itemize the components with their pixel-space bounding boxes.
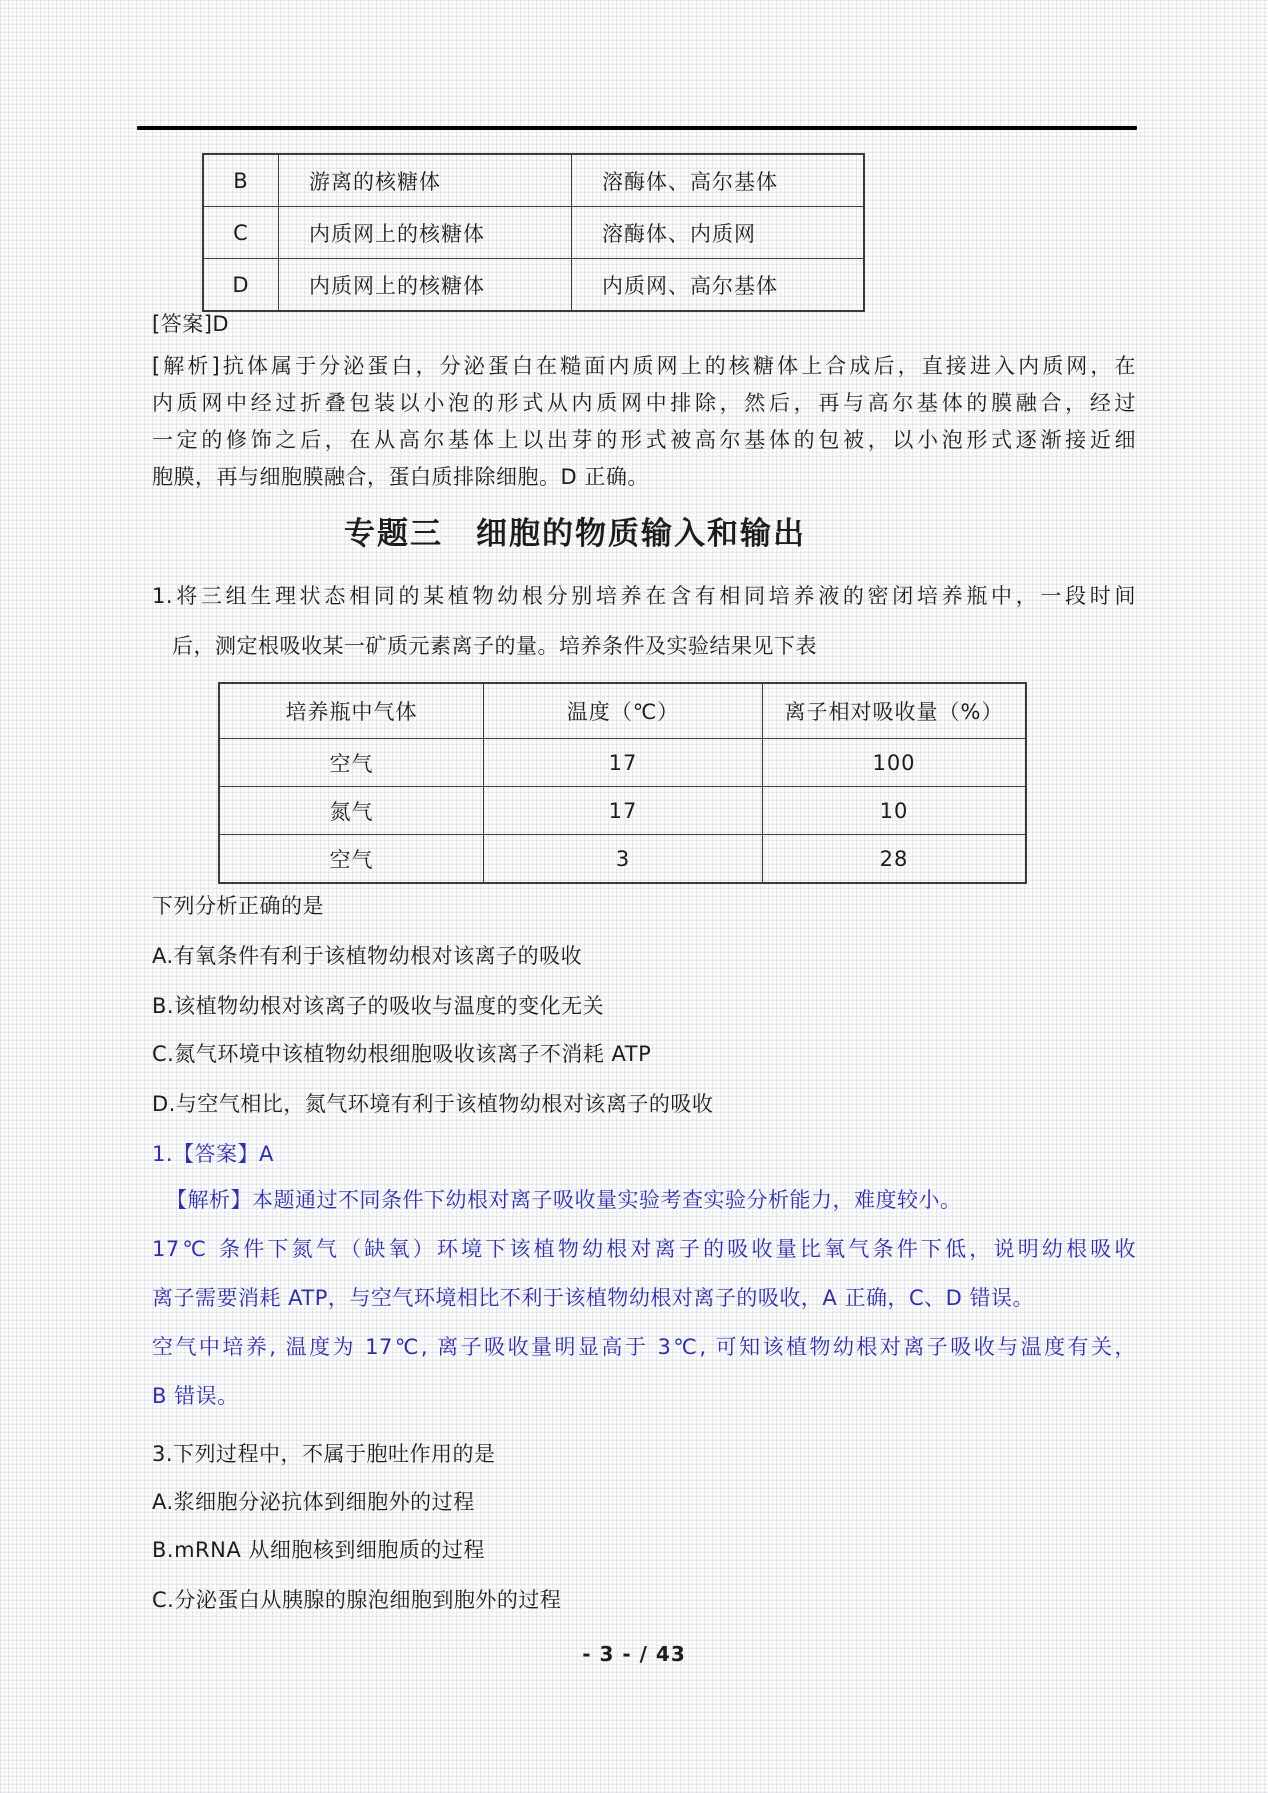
previous-question-options-table bbox=[202, 153, 865, 312]
option-label-cell: B bbox=[203, 154, 279, 207]
column-header: 培养瓶中气体 bbox=[219, 683, 484, 739]
column-header: 离子相对吸收量（%） bbox=[763, 683, 1027, 739]
table-cell: 17 bbox=[484, 787, 763, 835]
table-cell: 100 bbox=[763, 739, 1027, 787]
table-cell: 28 bbox=[763, 835, 1027, 884]
table-cell: 溶酶体、高尔基体 bbox=[572, 154, 865, 207]
option-label-cell: C bbox=[203, 207, 279, 259]
question1-option-c: C.氮气环境中该植物幼根细胞吸收该离子不消耗 ATP bbox=[152, 1042, 652, 1066]
analysis-paragraph bbox=[152, 348, 1136, 496]
question3-option-a: A.浆细胞分泌抗体到细胞外的过程 bbox=[152, 1490, 475, 1514]
table-row bbox=[203, 207, 864, 259]
question1-answer-line: 1.【答案】A bbox=[152, 1142, 274, 1166]
analysis-line: [解析]抗体属于分泌蛋白，分泌蛋白在糙面内质网上的核糖体上合成后，直接进入内质网，在 bbox=[152, 354, 1136, 378]
explanation-line: 空气中培养, 温度为 17℃, 离子吸收量明显高于 3℃, 可知该植物幼根对离子吸收与温度有关， bbox=[152, 1335, 1136, 1359]
table-cell: 溶酶体、内质网 bbox=[572, 207, 865, 259]
table-cell: 10 bbox=[763, 787, 1027, 835]
table-cell: 内质网、高尔基体 bbox=[572, 259, 865, 312]
table-row bbox=[219, 787, 1026, 835]
question1-stem-line2: 后，测定根吸收某一矿质元素离子的量。培养条件及实验结果见下表 bbox=[172, 634, 817, 658]
question3-option-c: C.分泌蛋白从胰腺的腺泡细胞到胞外的过程 bbox=[152, 1588, 562, 1612]
top-divider bbox=[137, 126, 1137, 130]
analysis-line: 胞膜，再与细胞膜融合，蛋白质排除细胞。D 正确。 bbox=[152, 465, 649, 489]
explanation-line: B 错误。 bbox=[152, 1384, 239, 1408]
section-title: 专题三 细胞的物质输入和输出 bbox=[344, 516, 806, 552]
table-row bbox=[219, 835, 1026, 884]
analysis-line: 一定的修饰之后，在从高尔基体上以出芽的形式被高尔基体的包被，以小泡形式逐渐接近细 bbox=[152, 428, 1136, 452]
table-cell: 游离的核糖体 bbox=[279, 154, 572, 207]
explanation-line: 17℃ 条件下氮气（缺氧）环境下该植物幼根对离子的吸收量比氧气条件下低，说明幼根吸收 bbox=[152, 1237, 1136, 1261]
question3-stem: 3.下列过程中，不属于胞吐作用的是 bbox=[152, 1442, 496, 1466]
page-number: - 3 - / 43 bbox=[582, 1642, 686, 1666]
table-header-row bbox=[219, 683, 1026, 739]
explanation-line: 离子需要消耗 ATP，与空气环境相比不利于该植物幼根对离子的吸收，A 正确，C、D 错误。 bbox=[152, 1286, 1034, 1310]
answer-line: [答案]D bbox=[152, 312, 230, 336]
table-cell: 内质网上的核糖体 bbox=[279, 207, 572, 259]
table-row bbox=[203, 154, 864, 207]
table-cell: 3 bbox=[484, 835, 763, 884]
analysis-line: 内质网中经过折叠包装以小泡的形式从内质网中排除，然后，再与高尔基体的膜融合，经过 bbox=[152, 391, 1136, 415]
table-cell: 内质网上的核糖体 bbox=[279, 259, 572, 312]
question1-option-a: A.有氧条件有利于该植物幼根对该离子的吸收 bbox=[152, 944, 583, 968]
explanation-line: 【解析】本题通过不同条件下幼根对离子吸收量实验考查实验分析能力，难度较小。 bbox=[166, 1188, 962, 1212]
question1-option-d: D.与空气相比，氮气环境有利于该植物幼根对该离子的吸收 bbox=[152, 1092, 714, 1116]
table-cell: 17 bbox=[484, 739, 763, 787]
table-cell: 氮气 bbox=[219, 787, 484, 835]
question3-option-b: B.mRNA 从细胞核到细胞质的过程 bbox=[152, 1538, 485, 1562]
question1-stem-line1: 1.将三组生理状态相同的某植物幼根分别培养在含有相同培养液的密闭培养瓶中，一段时间 bbox=[152, 584, 1136, 608]
column-header: 温度（℃） bbox=[484, 683, 763, 739]
question1-option-b: B.该植物幼根对该离子的吸收与温度的变化无关 bbox=[152, 994, 605, 1018]
experiment-results-table bbox=[218, 682, 1027, 884]
table-cell: 空气 bbox=[219, 739, 484, 787]
table-row bbox=[219, 739, 1026, 787]
table-cell: 空气 bbox=[219, 835, 484, 884]
question1-prompt: 下列分析正确的是 bbox=[152, 894, 324, 918]
option-label-cell: D bbox=[203, 259, 279, 312]
table-row bbox=[203, 259, 864, 312]
